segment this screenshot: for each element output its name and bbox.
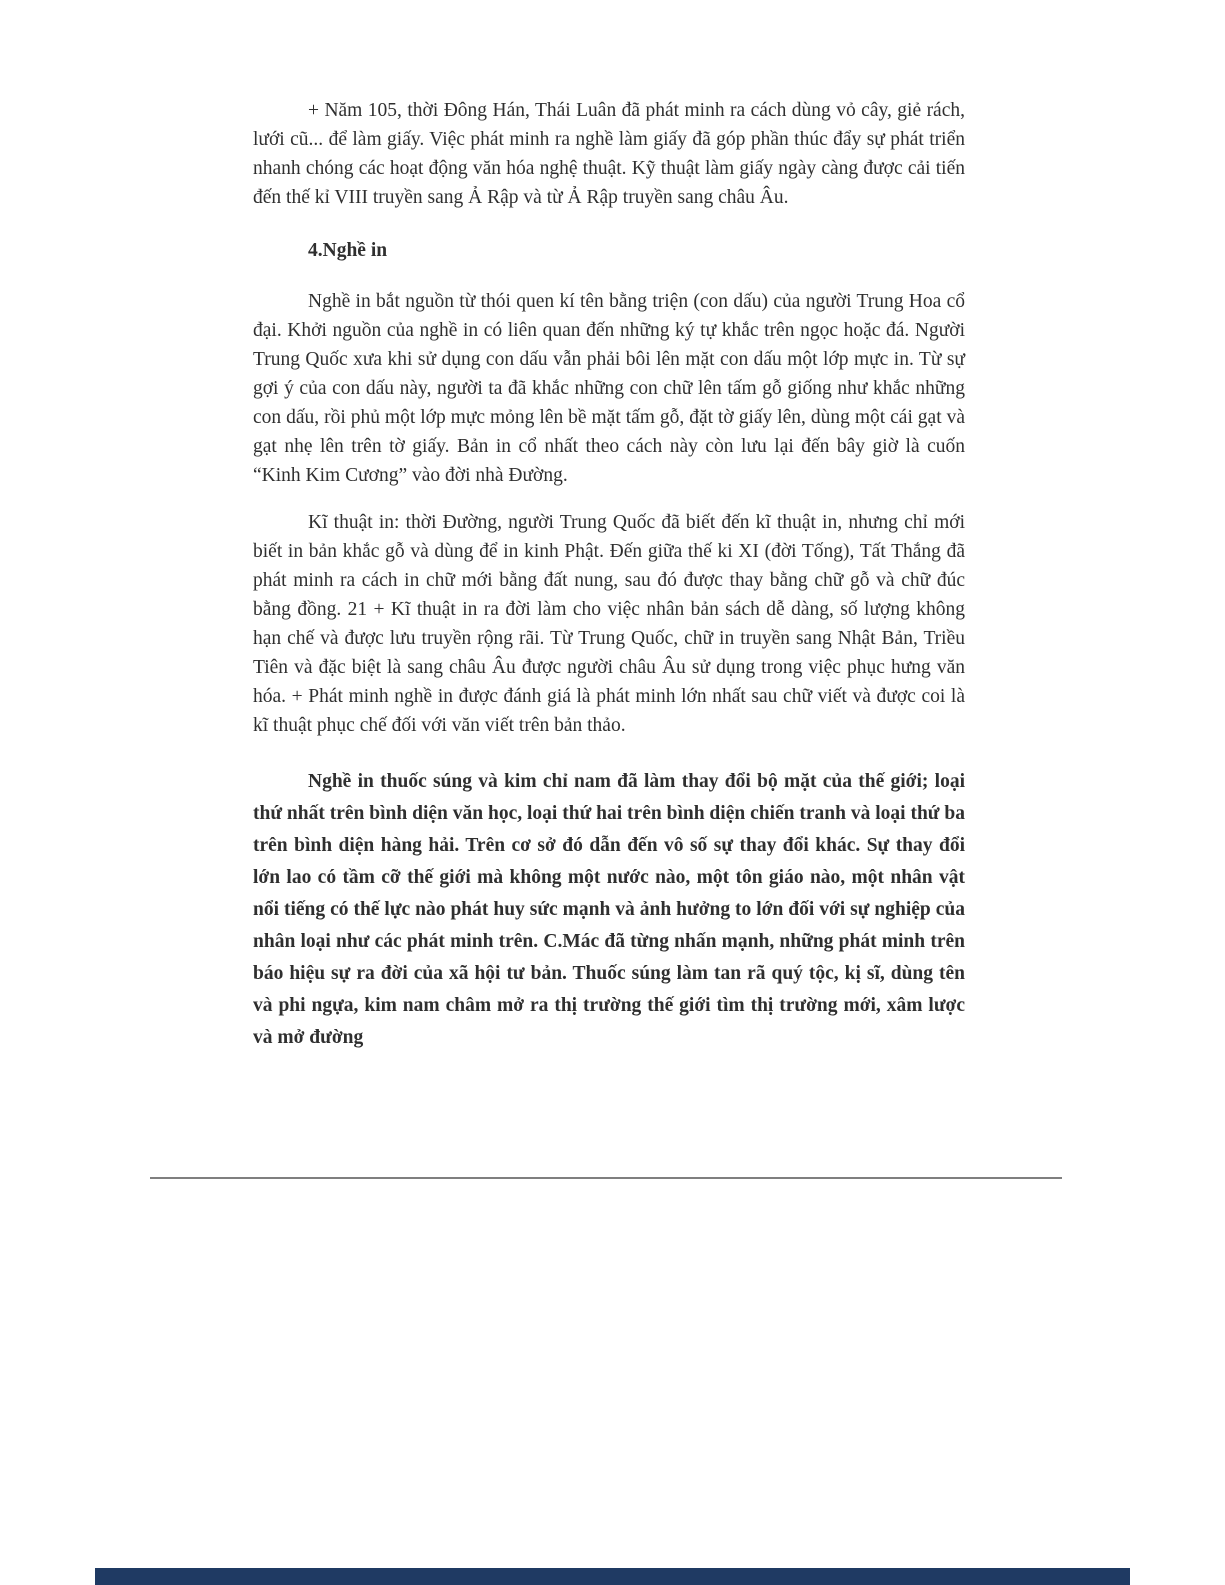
paragraph-printing-technique: Kĩ thuật in: thời Đường, người Trung Quốc đã biết đến kĩ thuật in, nhưng chỉ mới biết in bản khắc gỗ và dùng để in kinh Phật. Đến giữa thế ki XI (đời Tống), Tất Thắng đã phát minh ra cách in chữ mới bằng đất nung, sau đó được thay bằng chữ gỗ và chữ đúc bằng đồng. 21 + Kĩ thuật in ra đời làm cho việc nhân bản sách dễ dàng, số lượng không hạn chế và được lưu truyền rộng rãi. Từ Trung Quốc, chữ in truyền sang Nhật Bản, Triều Tiên và đặc biệt là sang châu Âu được người châu Âu sử dụng trong việc phục hưng văn hóa. + Phát minh nghề in được đánh giá là phát minh lớn nhất sau chữ viết và được coi là kĩ thuật phục chế đối với văn viết trên bản thảo. [253, 512, 965, 736]
footer-bar [95, 1568, 1130, 1585]
section-heading-printing: 4.Nghề in [308, 240, 388, 261]
horizontal-divider [150, 1177, 1062, 1179]
paragraph-printing-origin: Nghề in bắt nguồn từ thói quen kí tên bằng triện (con dấu) của người Trung Hoa cổ đại. Khởi nguồn của nghề in có liên quan đến những ký tự khắc trên ngọc hoặc đá. Người Trung Quốc xưa khi sử dụng con dấu vẫn phải bôi lên mặt con dấu một lớp mực in. Từ sự gợi ý của con dấu này, người ta đã khắc những con chữ lên tấm gỗ giống như khắc những con dấu, rồi phủ một lớp mực mỏng lên bề mặt tấm gỗ, đặt tờ giấy lên, dùng một cái gạt và gạt nhẹ lên trên tờ giấy. Bản in cổ nhất theo cách này còn lưu lại đến bây giờ là cuốn “Kinh Kim Cương” vào đời nhà Đường. [253, 291, 965, 486]
document-body [253, 96, 965, 1054]
paragraph-papermaking: + Năm 105, thời Đông Hán, Thái Luân đã phát minh ra cách dùng vỏ cây, giẻ rách, lưới cũ... để làm giấy. Việc phát minh ra nghề làm giấy đã góp phần thúc đẩy sự phát triển nhanh chóng các hoạt động văn hóa nghệ thuật. Kỹ thuật làm giấy ngày càng được cải tiến đến thế kỉ VIII truyền sang Ả Rập và từ Ả Rập truyền sang châu Âu. [253, 100, 965, 208]
paragraph-inventions-impact: Nghề in thuốc súng và kim chỉ nam đã làm thay đổi bộ mặt của thế giới; loại thứ nhất trên bình diện văn học, loại thứ hai trên bình diện chiến tranh và loại thứ ba trên bình diện hàng hải. Trên cơ sở đó dẫn đến vô số sự thay đổi khác. Sự thay đổi lớn lao có tầm cỡ thế giới mà không một nước nào, một tôn giáo nào, một nhân vật nổi tiếng có thế lực nào phát huy sức mạnh và ảnh hưởng to lớn đối với sự nghiệp của nhân loại như các phát minh trên. C.Mác đã từng nhấn mạnh, những phát minh trên báo hiệu sự ra đời của xã hội tư bản. Thuốc súng làm tan rã quý tộc, kị sĩ, dùng tên và phi ngựa, kim nam châm mở ra thị trường thế giới tìm thị trường mới, xâm lược và mở đường [253, 771, 965, 1048]
